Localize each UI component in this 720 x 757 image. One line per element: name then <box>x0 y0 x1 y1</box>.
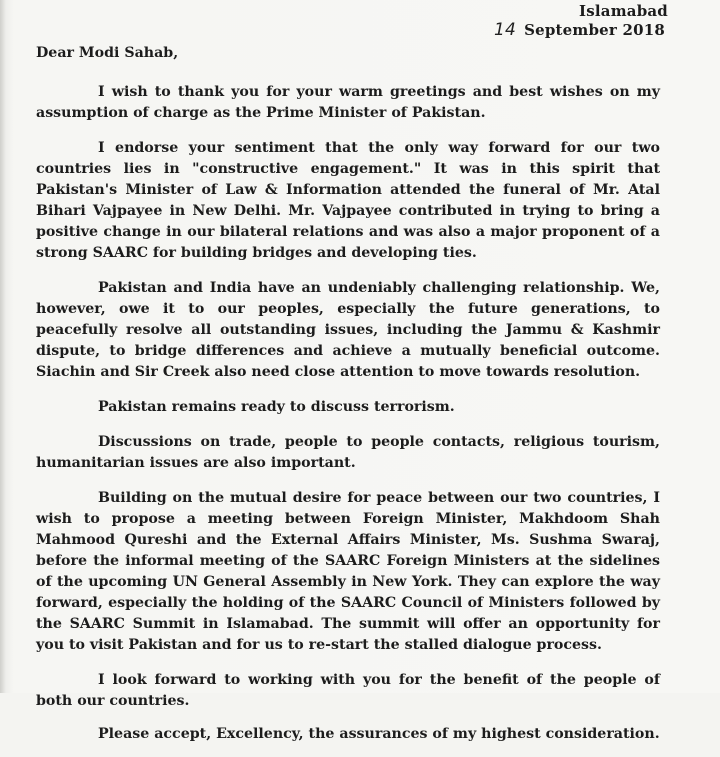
letter-body <box>36 43 660 757</box>
handwritten-day: 14 <box>494 20 517 40</box>
paragraph-engagement: I endorse your sentiment that the only way forward for our two countries lies in "constructive engagement." It was in this spirit that Pakistan's Minister of Law & Information attended the funeral of Mr. Atal Bihari Vajpayee in New Delhi. Mr. Vajpayee contributed in trying to bring a positive change in our bilateral relations and was also a major proponent of a strong SAARC for building bridges and developing ties. <box>36 140 660 261</box>
paragraph-closing: Please accept, Excellency, the assurances of my highest consideration. <box>98 726 660 742</box>
page-edge-shadow <box>0 0 6 693</box>
cropped-letterhead <box>290 0 420 7</box>
paragraph-look-forward: I look forward to working with you for the benefit of the people of both our countries. <box>36 672 660 709</box>
paragraph-trade: Discussions on trade, people to people contacts, religious tourism, humanitarian issues are also important. <box>36 434 660 471</box>
paragraph-greetings: I wish to thank you for your warm greetings and best wishes on my assumption of charge as the Prime Minister of Pakistan. <box>36 84 660 121</box>
paragraph-meeting-proposal: Building on the mutual desire for peace between our two countries, I wish to propose a meeting between Foreign Minister, Makhdoom Shah Mahmood Qureshi and the External Affairs Minister, Ms. Sushma Swaraj, before the informal meeting of the SAARC Foreign Ministers at the sidelines of the upcoming UN General Assembly in New York. They can explore the way forward, especially the holding of the SAARC Council of Ministers followed by the SAARC Summit in Islamabad. The summit will offer an opportunity for you to visit Pakistan and for us to re-start the stalled dialogue process. <box>36 490 660 653</box>
letter-date <box>494 20 665 40</box>
letter-place: Islamabad <box>579 2 668 20</box>
salutation: Dear Modi Sahab, <box>36 45 179 61</box>
paragraph-terrorism: Pakistan remains ready to discuss terrorism. <box>98 399 455 415</box>
date-month-year: September 2018 <box>524 21 665 39</box>
paragraph-relationship: Pakistan and India have an undeniably challenging relationship. We, however, owe it to our peoples, especially the future generations, to peacefully resolve all outstanding issues, including the Jammu & Kashmir dispute, to bridge differences and achieve a mutually beneficial outcome. Siachin and Sir Creek also need close attention to move towards resolution. <box>36 280 660 380</box>
